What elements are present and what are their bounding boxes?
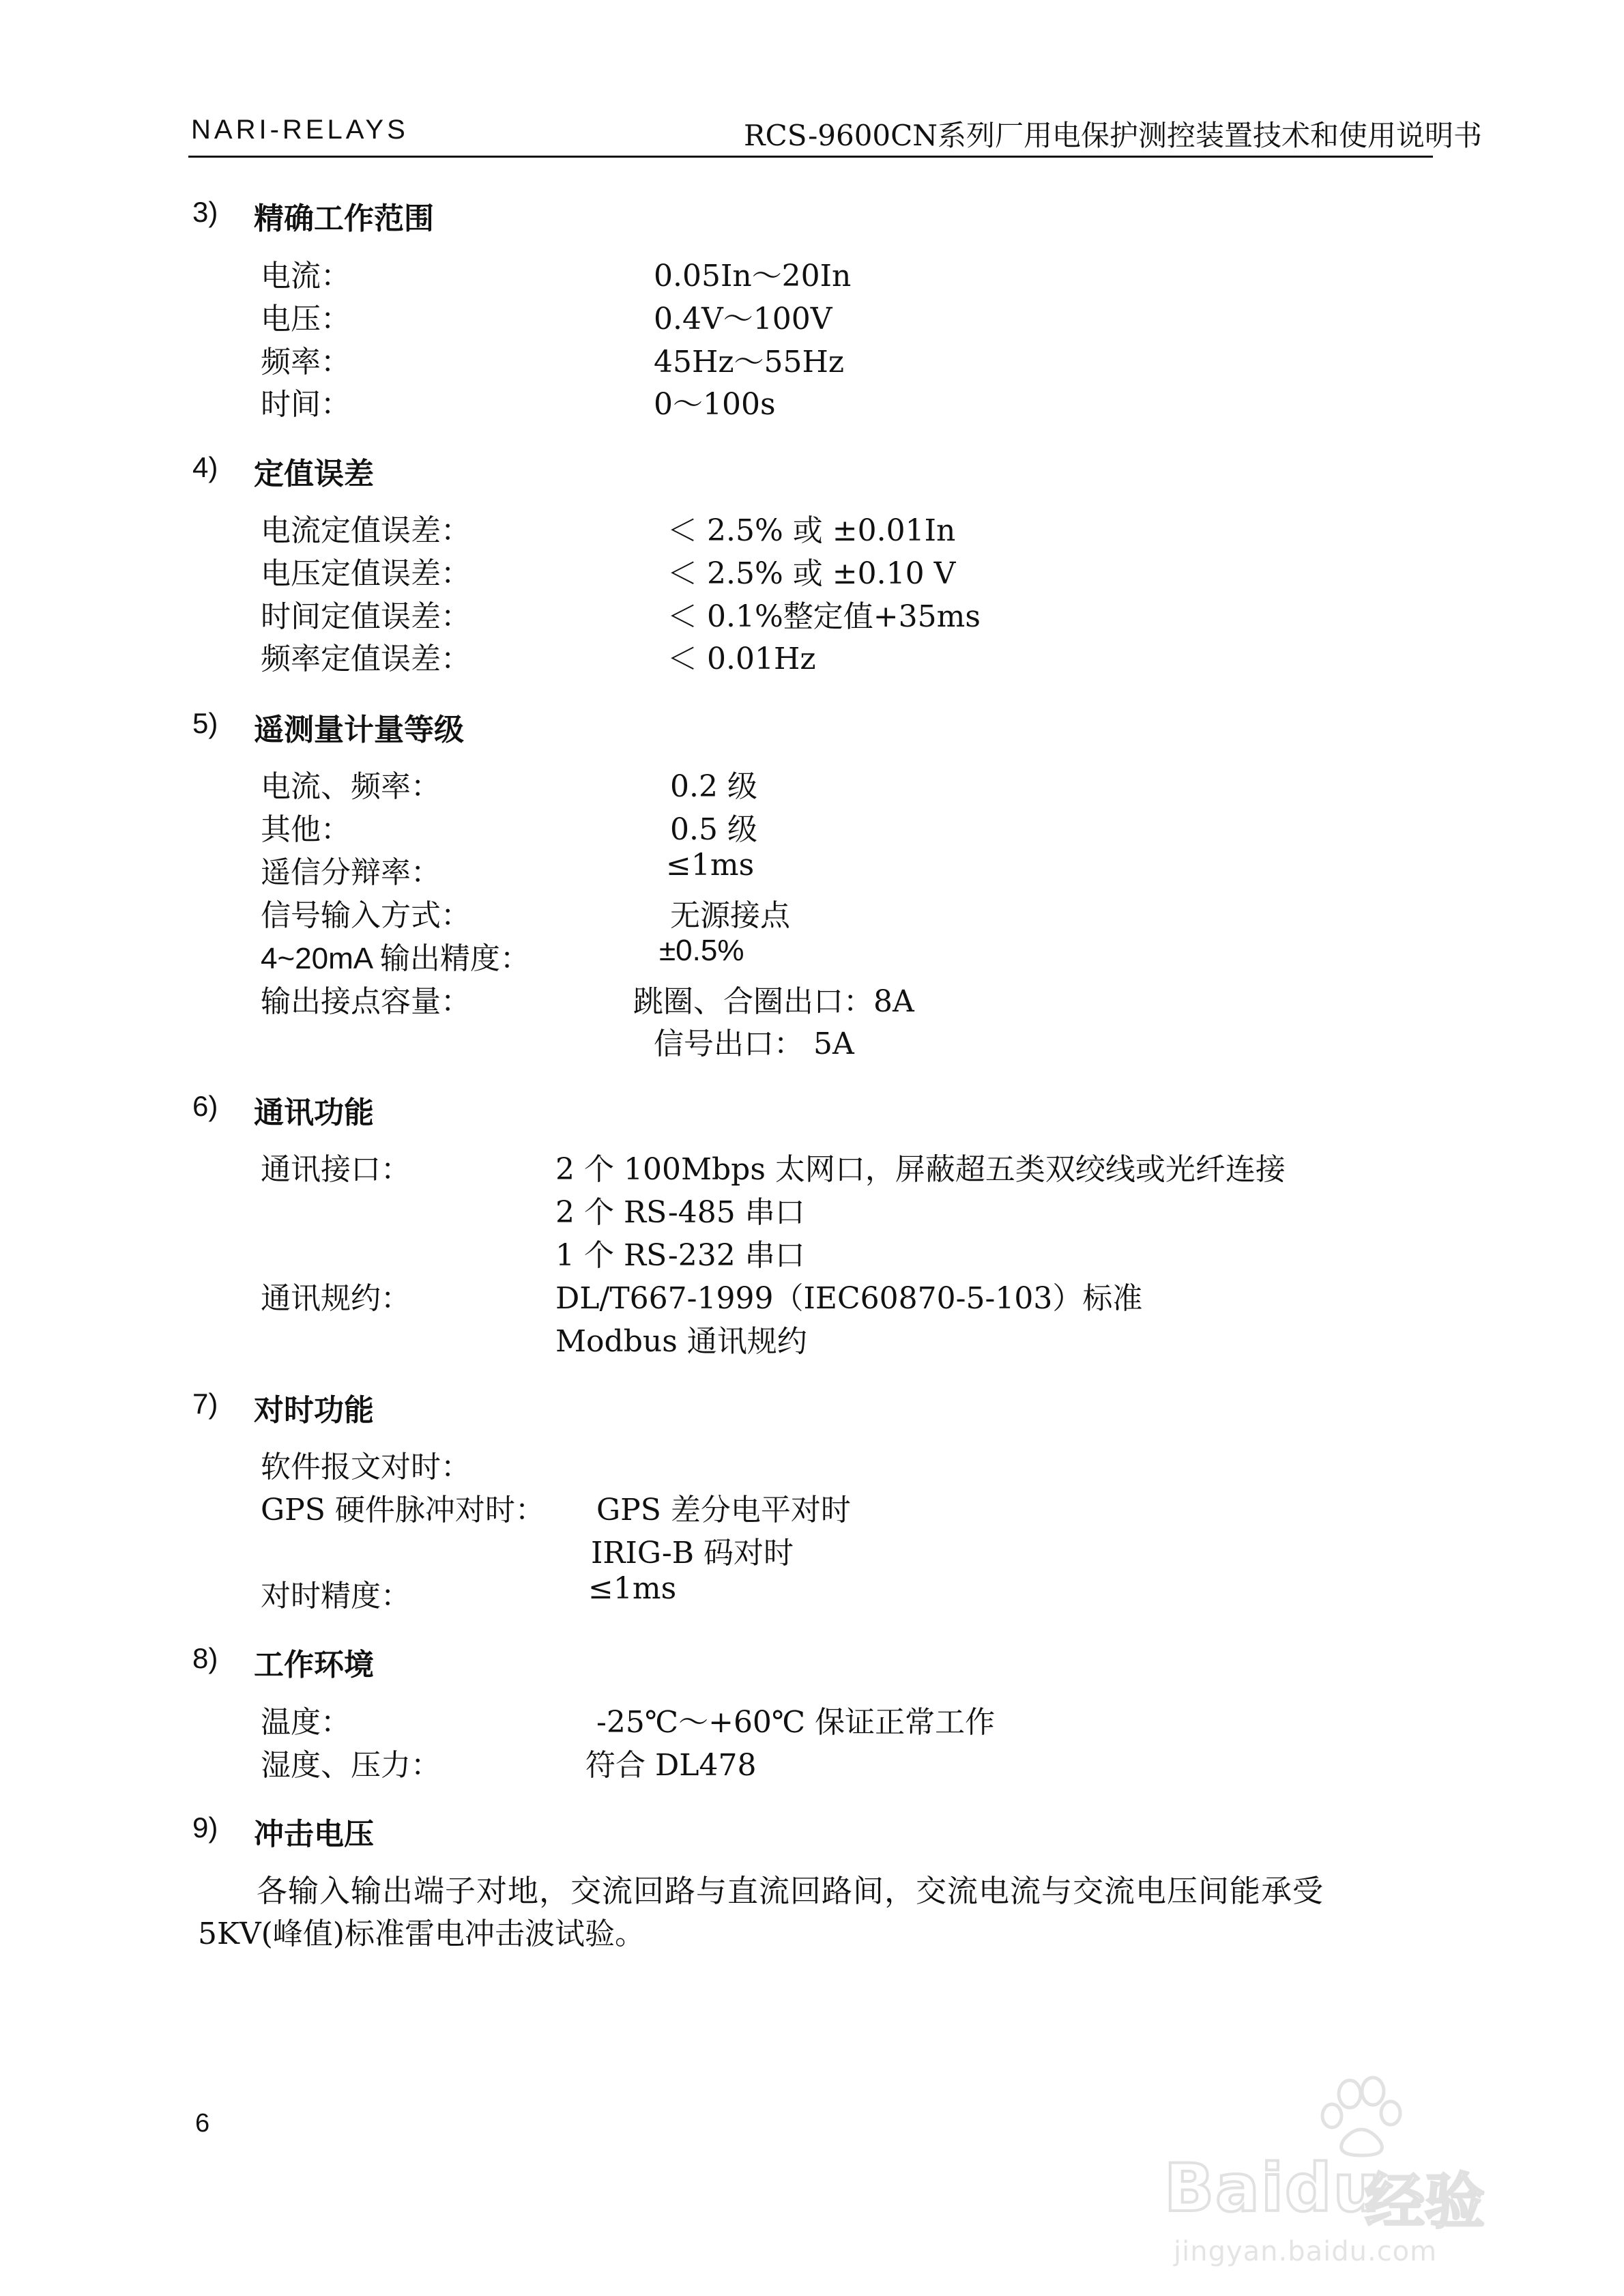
spec-label: 4~20mA 输出精度： (261, 942, 530, 975)
spec-label: 通讯接口： (261, 1152, 411, 1187)
spec-value: 0.4V～100V (654, 302, 832, 336)
spec-label: 电流： (261, 259, 351, 293)
section-7-number: 7) (192, 1388, 218, 1420)
spec-value: 跳圈、合圈出口：8A (633, 984, 914, 1019)
paragraph-line: 各输入输出端子对地，交流回路与直流回路间，交流电流与交流电压间能承受 (257, 1873, 1324, 1909)
section-5-title: 遥测量计量等级 (254, 713, 464, 747)
spec-label: 温度： (261, 1705, 351, 1740)
spec-label: 遥信分辩率： (261, 855, 441, 890)
section-5-number: 5) (192, 707, 218, 739)
spec-label: 电流、频率： (261, 769, 441, 804)
spec-label: GPS 硬件脉冲对时： (261, 1493, 545, 1527)
spec-label: 电流定值误差： (261, 513, 471, 548)
spec-label: 输出接点容量： (261, 984, 471, 1019)
spec-value: 0.05In～20In (654, 259, 852, 293)
paragraph-line: 5KV(峰值)标准雷电冲击波试验。 (198, 1917, 645, 1951)
spec-value: ＜ 0.01Hz (667, 642, 816, 676)
spec-value: ＜ 0.1%整定值+35ms (667, 599, 981, 634)
spec-label: 时间定值误差： (261, 599, 471, 634)
spec-label: 电压： (261, 302, 351, 336)
section-3-number: 3) (192, 196, 218, 228)
spec-value: 符合 DL478 (585, 1748, 757, 1783)
section-7-title: 对时功能 (254, 1393, 374, 1428)
header-document-title: RCS-9600CN系列厂用电保护测控装置技术和使用说明书 (744, 119, 1483, 152)
spec-label: 频率定值误差： (261, 642, 471, 676)
section-4-number: 4) (192, 451, 218, 483)
spec-value: 2 个 RS-485 串口 (555, 1195, 805, 1230)
spec-value: ≤1ms (588, 1571, 677, 1606)
spec-value: ＜ 2.5% 或 ±0.10 V (667, 556, 956, 591)
spec-value: ＜ 2.5% 或 ±0.01In (667, 513, 956, 548)
spec-label: 通讯规约： (261, 1281, 411, 1316)
section-9-number: 9) (192, 1811, 218, 1843)
spec-value: -25℃～+60℃ 保证正常工作 (596, 1705, 996, 1740)
spec-value: Modbus 通讯规约 (555, 1324, 807, 1359)
section-3-title: 精确工作范围 (254, 201, 434, 236)
spec-value: 0.2 级 (670, 769, 757, 804)
section-4-title: 定值误差 (254, 457, 374, 491)
header-divider (188, 156, 1433, 158)
spec-label: 软件报文对时： (261, 1450, 471, 1484)
spec-value: ±0.5% (659, 934, 744, 967)
page-number: 6 (195, 2109, 210, 2138)
spec-value: GPS 差分电平对时 (596, 1493, 851, 1527)
spec-label: 频率： (261, 345, 351, 379)
spec-label: 其他： (261, 812, 351, 847)
watermark-url: jingyan.baidu.com (1174, 2236, 1438, 2267)
section-6-title: 通讯功能 (254, 1095, 374, 1130)
spec-value: ≤1ms (666, 848, 755, 882)
watermark-cn: 经验 (1365, 2166, 1485, 2237)
spec-value: 2 个 100Mbps 太网口，屏蔽超五类双绞线或光纤连接 (555, 1152, 1286, 1187)
spec-label: 湿度、压力： (261, 1748, 441, 1783)
header-brand: NARI-RELAYS (191, 115, 409, 145)
spec-value: DL/T667-1999（IEC60870-5-103）标准 (555, 1281, 1143, 1316)
watermark-brand-du: du (1284, 2150, 1381, 2226)
spec-value: 无源接点 (670, 898, 790, 933)
spec-value: 0.5 级 (670, 812, 757, 847)
spec-value: 0～100s (654, 387, 776, 422)
section-9-title: 冲击电压 (254, 1817, 374, 1852)
section-6-number: 6) (192, 1090, 218, 1122)
baidu-jingyan-watermark (1160, 2068, 1542, 2273)
spec-label: 对时精度： (261, 1579, 411, 1613)
spec-value: IRIG-B 码对时 (591, 1536, 794, 1570)
spec-label: 时间： (261, 387, 351, 422)
section-8-title: 工作环境 (254, 1648, 374, 1682)
section-8-number: 8) (192, 1642, 218, 1674)
spec-value: 1 个 RS-232 串口 (555, 1238, 805, 1273)
spec-label: 电压定值误差： (261, 556, 471, 591)
spec-value: 45Hz～55Hz (654, 345, 845, 379)
watermark-brand: Bai (1164, 2150, 1285, 2226)
spec-label: 信号输入方式： (261, 898, 471, 933)
spec-value: 信号出口： 5A (654, 1027, 854, 1061)
